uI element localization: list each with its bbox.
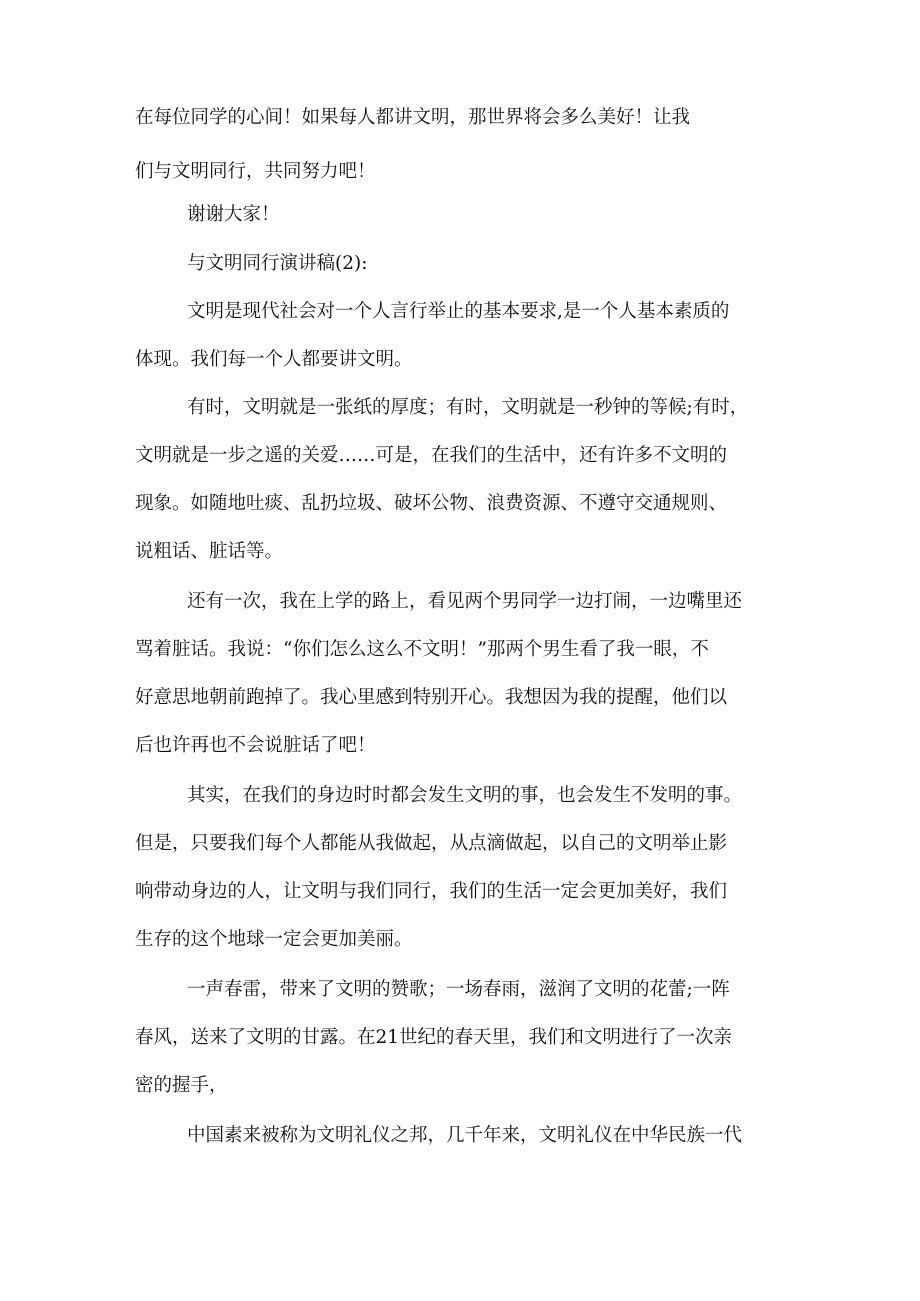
text-line: 还有一次，我在上学的路上，看见两个男同学一边打闹，一边嘴里还 (187, 591, 743, 612)
text-line: 其实，在我们的身边时时都会发生文明的事，也会发生不发明的事。 (187, 785, 743, 806)
text-line: 们与文明同行，共同努力吧！ (135, 161, 376, 182)
text-line: 但是，只要我们每个人都能从我做起，从点滴做起，以自己的文明举止影 (135, 833, 728, 854)
text-line: 有时，文明就是一张纸的厚度；有时，文明就是一秒钟的等候;有时， (187, 397, 749, 418)
text-line: 一声春雷，带来了文明的赞歌；一场春雨，滋润了文明的花蕾;一阵 (187, 979, 730, 1000)
text-line: 密的握手， (135, 1075, 228, 1096)
text-line: 响带动身边的人，让文明与我们同行，我们的生活一定会更加美好，我们 (135, 881, 728, 902)
text-line: 在每位同学的心间！如果每人都讲文明，那世界将会多么美好！让我 (135, 107, 691, 128)
text-line: 文明是现代社会对一个人言行举止的基本要求,是一个人基本素质的 (187, 301, 730, 322)
text-line: 谢谢大家！ (187, 204, 280, 225)
text-line: 好意思地朝前跑掉了。我心里感到特别开心。我想因为我的提醒，他们以 (135, 687, 728, 708)
text-line: 骂着脏话。我说：“你们怎么这么不文明！”那两个男生看了我一眼，不 (135, 639, 709, 660)
section-heading: 与文明同行演讲稿(2): (187, 253, 368, 274)
text-line: 文明就是一步之遥的关爱……可是，在我们的生活中，还有许多不文明的 (135, 445, 728, 466)
text-line: 说粗话、脏话等。 (135, 541, 284, 562)
text-line: 春风，送来了文明的甘露。在21世纪的春天里，我们和文明进行了一次亲 (135, 1027, 733, 1048)
text-line: 现象。如随地吐痰、乱扔垃圾、破坏公物、浪费资源、不遵守交通规则、 (135, 493, 728, 514)
text-line: 中国素来被称为文明礼仪之邦，几千年来，文明礼仪在中华民族一代 (187, 1125, 743, 1146)
text-line: 体现。我们每一个人都要讲文明。 (135, 349, 413, 370)
text-line: 生存的这个地球一定会更加美丽。 (135, 929, 413, 950)
text-line: 后也许再也不会说脏话了吧！ (135, 735, 376, 756)
